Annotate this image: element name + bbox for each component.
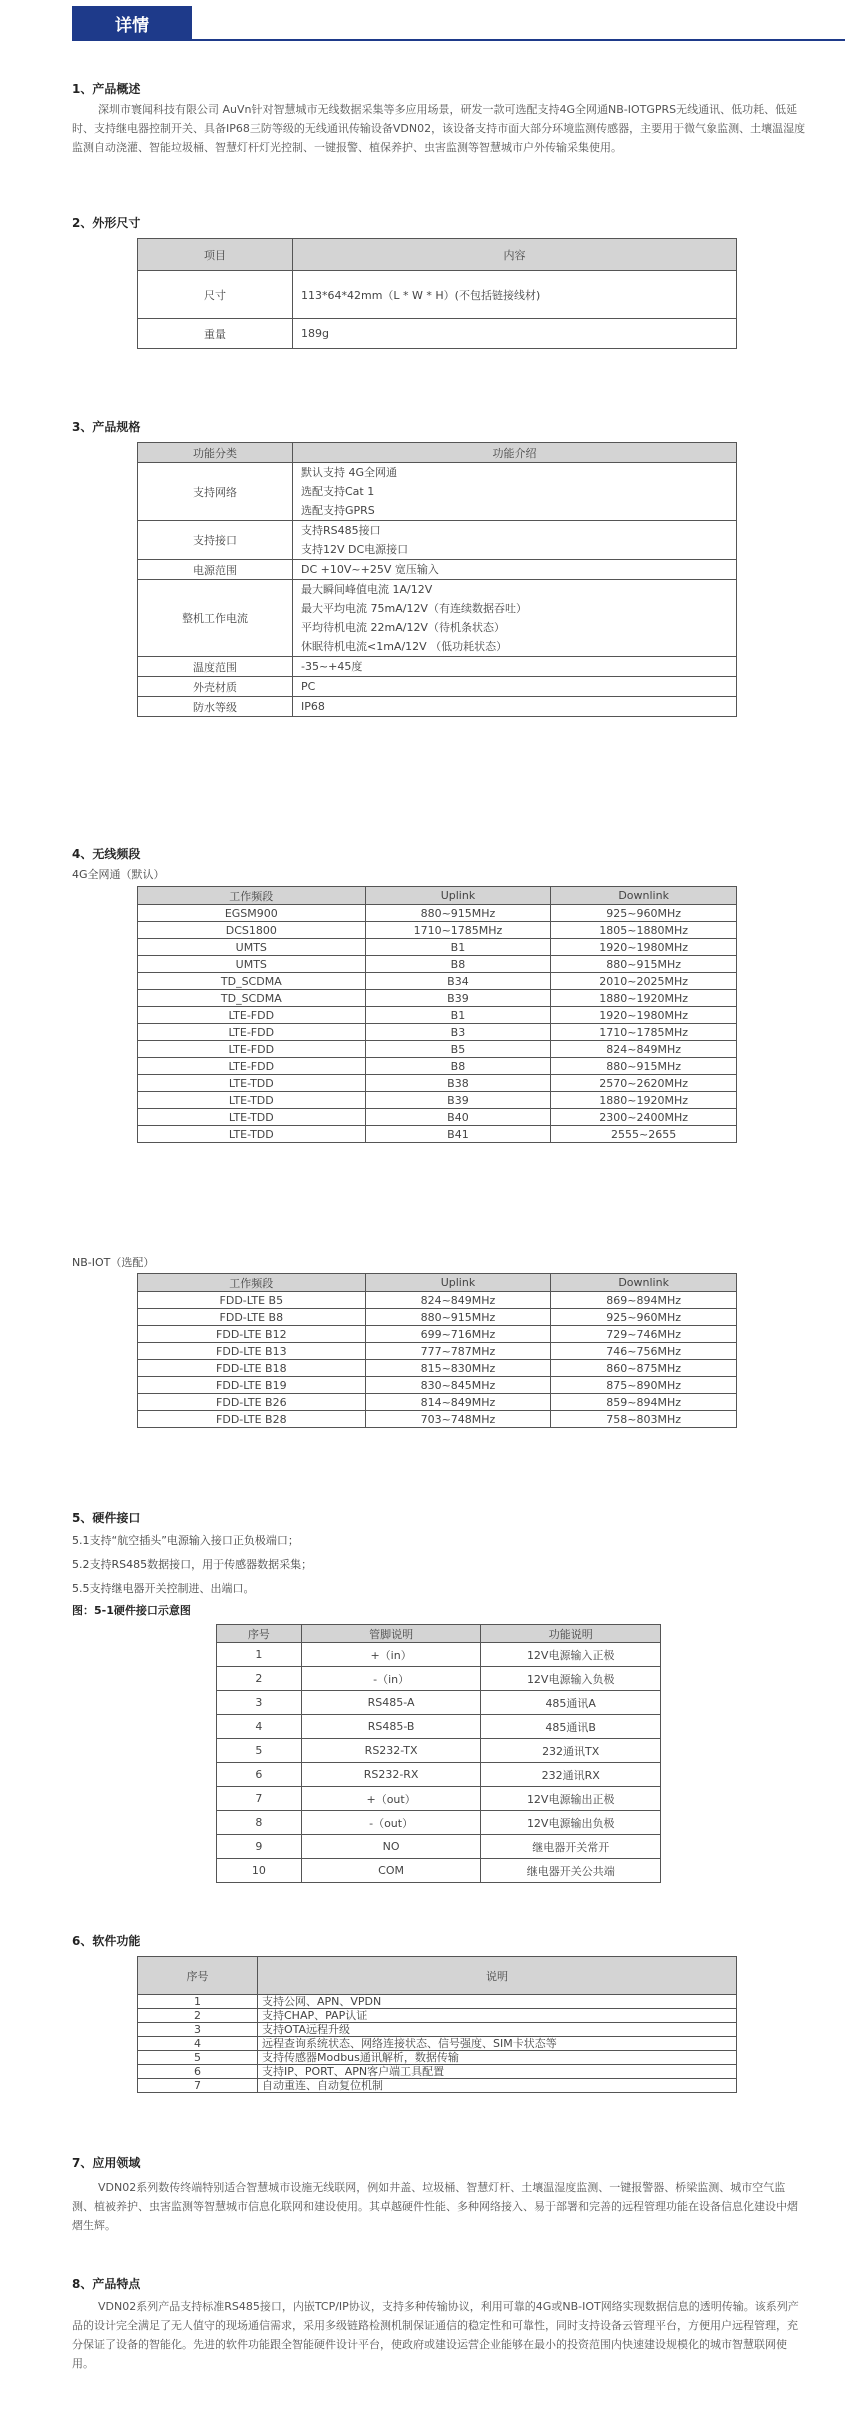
table-cell: 814~849MHz [365, 1394, 551, 1411]
table-cell: 925~960MHz [551, 905, 737, 922]
table-cell: LTE-FDD [138, 1041, 366, 1058]
table-cell: 758~803MHz [551, 1411, 737, 1428]
table-cell: 2300~2400MHz [551, 1109, 737, 1126]
table-row [138, 973, 737, 990]
table-cell: LTE-TDD [138, 1126, 366, 1143]
table-row [138, 1058, 737, 1075]
table-cell: -（out） [301, 1811, 481, 1835]
cell-line: IP68 [301, 700, 325, 713]
table-cell: TD_SCDMA [138, 973, 366, 990]
table-row [138, 2037, 737, 2051]
table-cell: B38 [365, 1075, 551, 1092]
table-row [217, 1667, 661, 1691]
table-cell: 880~915MHz [365, 1309, 551, 1326]
table-cell: FDD-LTE B8 [138, 1309, 366, 1326]
features-paragraph [72, 2297, 807, 2373]
hardware-line: 5.1支持“航空插头”电源输入接口正负极端口； [72, 1534, 299, 1547]
table-header: 序号 [138, 1957, 258, 1995]
table-cell: RS485-A [301, 1691, 481, 1715]
table-cell: 875~890MHz [551, 1377, 737, 1394]
table-header-row [217, 1625, 661, 1643]
table-cell: NO [301, 1835, 481, 1859]
table-header: Downlink [551, 887, 737, 905]
pin-table [216, 1624, 661, 1883]
table-cell: RS232-TX [301, 1739, 481, 1763]
table-cell: 支持公网、APN、VPDN [258, 1995, 737, 2009]
table-row [138, 1007, 737, 1024]
table-row [138, 939, 737, 956]
table-row [217, 1811, 661, 1835]
table-header: 工作频段 [138, 1274, 366, 1292]
table-cell: 824~849MHz [365, 1292, 551, 1309]
table-cell: 2555~2655 [551, 1126, 737, 1143]
table-cell: 温度范围 [138, 657, 293, 677]
specs-table [137, 442, 737, 717]
table-cell: 继电器开关常开 [481, 1835, 661, 1859]
section-title-software: 6、软件功能 [72, 1934, 141, 1948]
table-cell: 2570~2620MHz [551, 1075, 737, 1092]
table-cell: LTE-FDD [138, 1007, 366, 1024]
table-cell: B40 [365, 1109, 551, 1126]
table-header: 项目 [138, 239, 293, 271]
table-row [138, 463, 737, 521]
table-cell: 860~875MHz [551, 1360, 737, 1377]
table-row [138, 1995, 737, 2009]
section-title-overview: 1、产品概述 [72, 82, 141, 96]
hardware-line: 5.2支持RS485数据接口，用于传感器数据采集； [72, 1558, 313, 1571]
table-cell [293, 521, 737, 560]
table-cell: 4 [217, 1715, 302, 1739]
figure-caption: 图：5-1硬件接口示意图 [72, 1604, 191, 1617]
table-cell: +（in） [301, 1643, 481, 1667]
table-row [138, 1394, 737, 1411]
table-cell: 232通讯RX [481, 1763, 661, 1787]
tab-details[interactable]: 详情 [72, 6, 192, 40]
table-row [138, 1326, 737, 1343]
table-cell [293, 677, 737, 697]
table-row [138, 2023, 737, 2037]
table-cell: 703~748MHz [365, 1411, 551, 1428]
section-title-hardware: 5、硬件接口 [72, 1511, 141, 1525]
table-cell: 485通讯B [481, 1715, 661, 1739]
table-row [138, 1292, 737, 1309]
table-row [138, 1075, 737, 1092]
section-title-dimensions: 2、外形尺寸 [72, 216, 141, 230]
table-row [138, 1041, 737, 1058]
table-cell: 5 [217, 1739, 302, 1763]
cell-line: 选配支持GPRS [301, 504, 375, 517]
table-cell: 746~756MHz [551, 1343, 737, 1360]
table-header: 序号 [217, 1625, 302, 1643]
table-row [217, 1691, 661, 1715]
table-cell: 3 [138, 2023, 258, 2037]
table-cell: 777~787MHz [365, 1343, 551, 1360]
table-cell: -（in） [301, 1667, 481, 1691]
table-cell: 6 [217, 1763, 302, 1787]
table-row [138, 1309, 737, 1326]
table-cell: 支持网络 [138, 463, 293, 521]
table-cell: 880~915MHz [551, 956, 737, 973]
table-cell: LTE-TDD [138, 1092, 366, 1109]
cell-line: 最大平均电流 75mA/12V（有连续数据吞吐） [301, 602, 527, 615]
table-cell: 1920~1980MHz [551, 939, 737, 956]
table-cell: LTE-FDD [138, 1024, 366, 1041]
table-cell: 12V电源输入负极 [481, 1667, 661, 1691]
table-cell: EGSM900 [138, 905, 366, 922]
table-row [138, 2079, 737, 2093]
table-header-row [138, 1274, 737, 1292]
table-cell: COM [301, 1859, 481, 1883]
table-cell: 824~849MHz [551, 1041, 737, 1058]
table-cell: LTE-TDD [138, 1075, 366, 1092]
table-cell: B39 [365, 1092, 551, 1109]
table-header-row [138, 1957, 737, 1995]
table-cell: B8 [365, 1058, 551, 1075]
table-cell: FDD-LTE B5 [138, 1292, 366, 1309]
cell-line: 平均待机电流 22mA/12V（待机条状态） [301, 621, 505, 634]
table-cell: 整机工作电流 [138, 580, 293, 657]
table-row [138, 677, 737, 697]
table-row [138, 1092, 737, 1109]
table-cell: 支持OTA远程升级 [258, 2023, 737, 2037]
table-cell: FDD-LTE B18 [138, 1360, 366, 1377]
table-cell: 12V电源输出正极 [481, 1787, 661, 1811]
table-cell: 699~716MHz [365, 1326, 551, 1343]
table-cell: 2010~2025MHz [551, 973, 737, 990]
table-row [217, 1859, 661, 1883]
table-cell: +（out） [301, 1787, 481, 1811]
table-row [138, 1024, 737, 1041]
table-cell: 防水等级 [138, 697, 293, 717]
section-title-features: 8、产品特点 [72, 2277, 141, 2291]
table-cell: LTE-TDD [138, 1109, 366, 1126]
table-cell: 9 [217, 1835, 302, 1859]
table-cell: 远程查询系统状态、网络连接状态、信号强度、SIM卡状态等 [258, 2037, 737, 2051]
cell-line: 选配支持Cat 1 [301, 485, 375, 498]
table-cell: 869~894MHz [551, 1292, 737, 1309]
table-cell: B1 [365, 939, 551, 956]
table-cell: LTE-FDD [138, 1058, 366, 1075]
table-cell: 支持传感器Modbus通讯解析，数据传输 [258, 2051, 737, 2065]
table-header: 管脚说明 [301, 1625, 481, 1643]
table-cell: 支持接口 [138, 521, 293, 560]
table-header: Downlink [551, 1274, 737, 1292]
table-cell: B8 [365, 956, 551, 973]
table-cell: 729~746MHz [551, 1326, 737, 1343]
applications-paragraph [72, 2178, 802, 2235]
features-text: VDN02系列产品支持标准RS485接口，内嵌TCP/IP协议，支持多种传输协议，利用可靠的4G或NB-IOT网络实现数据信息的透明传输。该系列产品的设计完全满足了无人值守的现场通信需求，采用多级链路检测机制保证通信的稳定性和可靠性，同时支持设备云管理平台，方便用户远程管理，充分保证了设备的智能化。先进的软件功能跟全智能硬件设计平台，使政府或建设运营企业能够在最小的投资范围内快速建设规模化的城市智慧联网使用。 [72, 2300, 799, 2370]
table-cell: B34 [365, 973, 551, 990]
table-cell: RS232-RX [301, 1763, 481, 1787]
table-row [138, 990, 737, 1007]
table-cell: DCS1800 [138, 922, 366, 939]
table-row [138, 905, 737, 922]
table-cell: 815~830MHz [365, 1360, 551, 1377]
table-cell: 电源范围 [138, 560, 293, 580]
table-cell [293, 697, 737, 717]
table-cell: 925~960MHz [551, 1309, 737, 1326]
hardware-line: 5.5支持继电器开关控制进、出端口。 [72, 1582, 255, 1595]
table-row [138, 2065, 737, 2079]
section-title-specs: 3、产品规格 [72, 420, 141, 434]
table-cell: RS485-B [301, 1715, 481, 1739]
table-row [138, 580, 737, 657]
band-table-nbiot [137, 1273, 737, 1428]
table-cell: 5 [138, 2051, 258, 2065]
cell-line: DC +10V~+25V 宽压输入 [301, 563, 439, 576]
table-header: 功能分类 [138, 443, 293, 463]
table-header: 功能介绍 [293, 443, 737, 463]
overview-paragraph [72, 100, 807, 157]
dimensions-table [137, 238, 737, 349]
table-cell: FDD-LTE B13 [138, 1343, 366, 1360]
table-cell: FDD-LTE B19 [138, 1377, 366, 1394]
table-row [138, 2009, 737, 2023]
table-row [217, 1835, 661, 1859]
table-cell: 859~894MHz [551, 1394, 737, 1411]
table-cell: 830~845MHz [365, 1377, 551, 1394]
band-table-4g [137, 886, 737, 1143]
table-header-row [138, 887, 737, 905]
table-row [138, 657, 737, 677]
table-cell: 自动重连、自动复位机制 [258, 2079, 737, 2093]
subtitle-4g: 4G全网通（默认） [72, 868, 165, 881]
table-cell: 485通讯A [481, 1691, 661, 1715]
table-cell: FDD-LTE B12 [138, 1326, 366, 1343]
table-cell: 2 [138, 2009, 258, 2023]
table-cell: FDD-LTE B28 [138, 1411, 366, 1428]
table-cell [293, 580, 737, 657]
cell-line: 支持12V DC电源接口 [301, 543, 409, 556]
table-cell [293, 657, 737, 677]
table-cell: 232通讯TX [481, 1739, 661, 1763]
applications-text: VDN02系列数传终端特别适合智慧城市设施无线联网，例如井盖、垃圾桶、智慧灯杆、土壤温湿度监测、一键报警器、桥梁监测、城市空气监测、植被养护、虫害监测等智慧城市信息化联网和建设使用。其卓越硬件性能、多种网络接入、易于部署和完善的远程管理功能在设备信息化建设中熠熠生辉。 [72, 2181, 798, 2232]
table-header: 说明 [258, 1957, 737, 1995]
table-cell: 3 [217, 1691, 302, 1715]
table-cell: 12V电源输出负极 [481, 1811, 661, 1835]
table-row [217, 1787, 661, 1811]
table-cell: 7 [217, 1787, 302, 1811]
table-row [138, 560, 737, 580]
table-cell: 支持CHAP、PAP认证 [258, 2009, 737, 2023]
section-title-applications: 7、应用领域 [72, 2156, 141, 2170]
table-cell: 1880~1920MHz [551, 990, 737, 1007]
table-cell: B5 [365, 1041, 551, 1058]
table-row [138, 1411, 737, 1428]
table-cell: UMTS [138, 956, 366, 973]
table-header: 内容 [293, 239, 737, 271]
table-row [138, 1343, 737, 1360]
table-cell: UMTS [138, 939, 366, 956]
table-header: 功能说明 [481, 1625, 661, 1643]
header-bar [0, 0, 845, 40]
section-title-bands: 4、无线频段 [72, 847, 141, 861]
table-cell: B3 [365, 1024, 551, 1041]
table-row [138, 922, 737, 939]
table-cell: FDD-LTE B26 [138, 1394, 366, 1411]
table-cell: 1 [138, 1995, 258, 2009]
table-cell: 4 [138, 2037, 258, 2051]
table-cell: 1710~1785MHz [365, 922, 551, 939]
table-row [217, 1739, 661, 1763]
table-row [138, 1109, 737, 1126]
table-cell: 支持IP、PORT、APN客户端工具配置 [258, 2065, 737, 2079]
table-cell: B39 [365, 990, 551, 1007]
table-cell: 880~915MHz [365, 905, 551, 922]
table-cell: 尺寸 [138, 271, 293, 319]
table-header: Uplink [365, 887, 551, 905]
table-row [138, 521, 737, 560]
table-cell [293, 463, 737, 521]
cell-line: 默认支持 4G全网通 [301, 466, 398, 479]
table-row [138, 956, 737, 973]
table-header: 工作频段 [138, 887, 366, 905]
table-row [138, 1126, 737, 1143]
cell-line: 支持RS485接口 [301, 524, 381, 537]
cell-line: 休眠待机电流<1mA/12V （低功耗状态） [301, 640, 508, 653]
table-cell: B1 [365, 1007, 551, 1024]
table-cell: 1920~1980MHz [551, 1007, 737, 1024]
table-cell: 继电器开关公共端 [481, 1859, 661, 1883]
table-row [138, 697, 737, 717]
table-cell: 1710~1785MHz [551, 1024, 737, 1041]
table-cell: 8 [217, 1811, 302, 1835]
table-cell: 2 [217, 1667, 302, 1691]
table-row [217, 1715, 661, 1739]
software-table [137, 1956, 737, 2093]
table-cell: 10 [217, 1859, 302, 1883]
table-cell: 189g [293, 319, 737, 349]
table-cell [293, 560, 737, 580]
cell-line: 最大瞬间峰值电流 1A/12V [301, 583, 433, 596]
table-cell: 12V电源输入正极 [481, 1643, 661, 1667]
table-cell: 重量 [138, 319, 293, 349]
table-cell: 1 [217, 1643, 302, 1667]
table-cell: TD_SCDMA [138, 990, 366, 1007]
table-cell: 113*64*42mm（L * W * H）(不包括链接线材) [293, 271, 737, 319]
table-cell: 7 [138, 2079, 258, 2093]
table-cell: 6 [138, 2065, 258, 2079]
table-row [138, 1360, 737, 1377]
cell-line: -35~+45度 [301, 660, 363, 673]
table-cell: 1880~1920MHz [551, 1092, 737, 1109]
table-row [138, 2051, 737, 2065]
table-row [217, 1763, 661, 1787]
header-divider [72, 39, 845, 41]
cell-line: PC [301, 680, 316, 693]
overview-text: 深圳市寰闻科技有限公司 AuVn针对智慧城市无线数据采集等多应用场景，研发一款可选配支持4G全网通NB-IOTGPRS无线通讯、低功耗、低延时、支持继电器控制开关、具备IP68三防等级的无线通讯传输设备VDN02，该设备支持市面大部分环境监测传感器，主要用于微气象监测、土壤温湿度监测自动浇灌、智能垃圾桶、智慧灯杆灯光控制、一键报警、植保养护、虫害监测等智慧城市户外传输采集使用。 [72, 103, 806, 154]
table-cell: 外壳材质 [138, 677, 293, 697]
subtitle-nbiot: NB-IOT（选配） [72, 1256, 155, 1269]
table-header: Uplink [365, 1274, 551, 1292]
table-cell: 1805~1880MHz [551, 922, 737, 939]
table-cell: 880~915MHz [551, 1058, 737, 1075]
table-cell: B41 [365, 1126, 551, 1143]
table-row [217, 1643, 661, 1667]
table-row [138, 1377, 737, 1394]
